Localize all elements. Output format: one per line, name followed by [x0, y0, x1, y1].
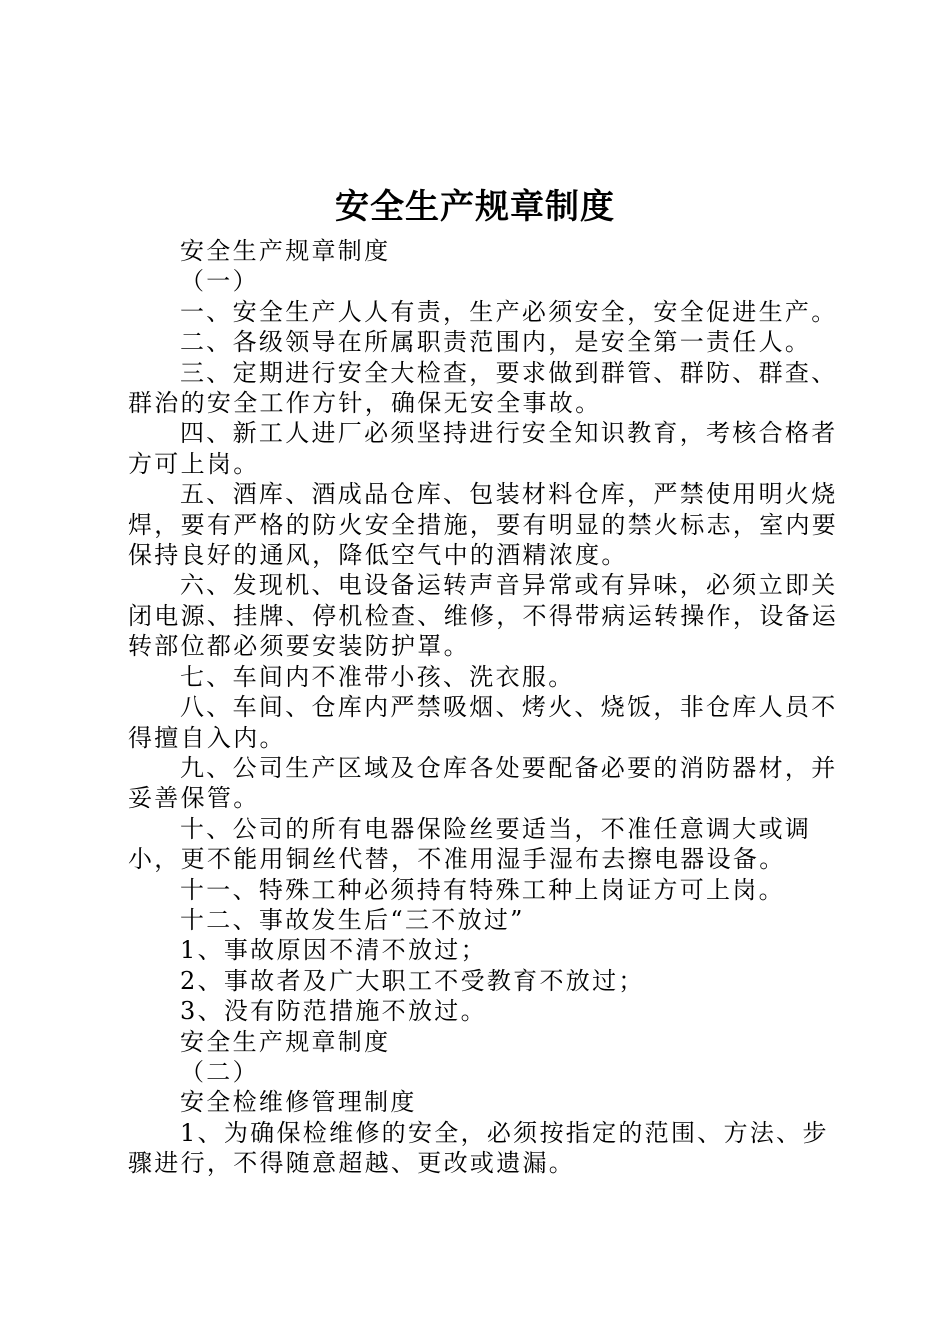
paragraph: （二）: [180, 1057, 259, 1086]
paragraph: 安全检维修管理制度: [180, 1088, 417, 1117]
paragraph: 十、公司的所有电器保险丝要适当，不准任意调大或调小，更不能用铜丝代替，不准用湿手湿布去擦电器设备。: [128, 814, 812, 874]
document-title: 安全生产规章制度: [335, 187, 615, 227]
paragraph: 2、事故者及广大职工不受教育不放过；: [180, 966, 645, 995]
paragraph: 二、各级领导在所属职责范围内，是安全第一责任人。: [180, 328, 812, 357]
paragraph: 1、为确保检维修的安全，必须按指定的范围、方法、步骤进行，不得随意超越、更改或遗漏。: [128, 1118, 829, 1178]
paragraph: 1、事故原因不清不放过；: [180, 936, 487, 965]
paragraph: 七、车间内不准带小孩、洗衣服。: [180, 662, 575, 691]
paragraph: （一）: [180, 267, 259, 296]
paragraph: 五、酒库、酒成品仓库、包装材料仓库，严禁使用明火烧焊，要有严格的防火安全措施，要有明显的禁火标志，室内要保持良好的通风，降低空气中的酒精浓度。: [128, 480, 839, 570]
paragraph: 安全生产规章制度: [180, 1027, 391, 1056]
paragraph: 八、车间、仓库内严禁吸烟、烤火、烧饭，非仓库人员不得擅自入内。: [128, 693, 838, 752]
paragraph: 三、定期进行安全大检查，要求做到群管、群防、群查、群治的安全工作方针，确保无安全事故。: [128, 358, 838, 418]
document-body: [128, 236, 840, 1179]
paragraph: 安全生产规章制度: [180, 237, 391, 265]
paragraph: 九、公司生产区域及仓库各处要配备必要的消防器材，并妥善保管。: [128, 753, 838, 813]
paragraph: 一、安全生产人人有责，生产必须安全，安全促进生产。: [180, 297, 838, 326]
paragraph: 十一、特殊工种必须持有特殊工种上岗证方可上岗。: [180, 875, 785, 904]
paragraph: 十二、事故发生后“三不放过”: [180, 905, 525, 934]
paragraph: 3、没有防范措施不放过。: [180, 997, 487, 1026]
paragraph: 六、发现机、电设备运转声音异常或有异味，必须立即关闭电源、挂牌、停机检查、维修，不得带病运转操作，设备运转部位都必须要安装防护罩。: [128, 571, 839, 661]
paragraph: 四、新工人进厂必须坚持进行安全知识教育，考核合格者方可上岗。: [128, 419, 838, 478]
